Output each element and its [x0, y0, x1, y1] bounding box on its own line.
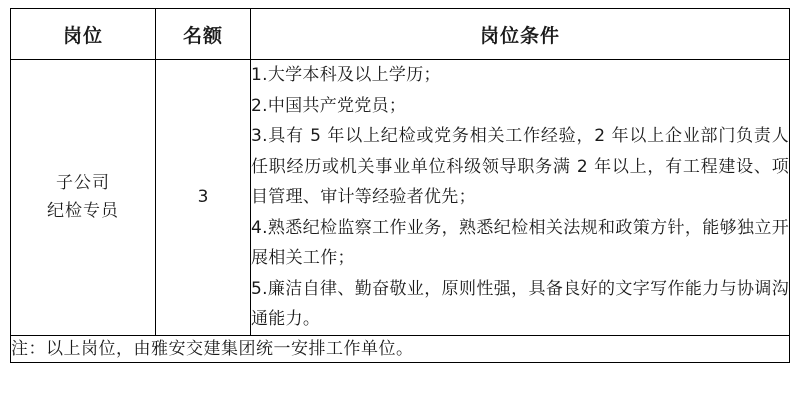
table-header-row: [11, 9, 790, 60]
table-row: [11, 60, 790, 336]
post-name-line-2: 纪检专员: [47, 201, 119, 222]
cell-post-name: [11, 60, 156, 336]
post-name-line-1: 子公司: [56, 173, 110, 194]
condition-item-4: 4.熟悉纪检监察工作业务，熟悉纪检相关法规和政策方针，能够独立开展相关工作；: [251, 217, 789, 268]
table-body: [11, 60, 790, 363]
table-note: 注：以上岗位，由雅安交建集团统一安排工作单位。: [11, 335, 790, 362]
column-header-conditions: 岗位条件: [251, 9, 790, 60]
condition-item-2: 2.中国共产党党员；: [251, 95, 407, 116]
job-positions-table: [10, 8, 790, 363]
column-header-count: 名额: [156, 9, 251, 60]
table-header: [11, 9, 790, 60]
column-header-post: 岗位: [11, 9, 156, 60]
cell-post-count: 3: [156, 60, 251, 336]
table-note-row: [11, 335, 790, 362]
condition-item-5: 5.廉洁自律、勤奋敬业，原则性强，具备良好的文字写作能力与协调沟通能力。: [251, 278, 789, 329]
condition-item-1: 1.大学本科及以上学历；: [251, 65, 441, 85]
condition-item-3: 3.具有 5 年以上纪检或党务相关工作经验，2 年以上企业部门负责人任职经历或机关事业单位科级领导职务满 2 年以上，有工程建设、项目管理、审计等经验者优先；: [251, 126, 789, 207]
cell-post-conditions: [251, 60, 790, 336]
